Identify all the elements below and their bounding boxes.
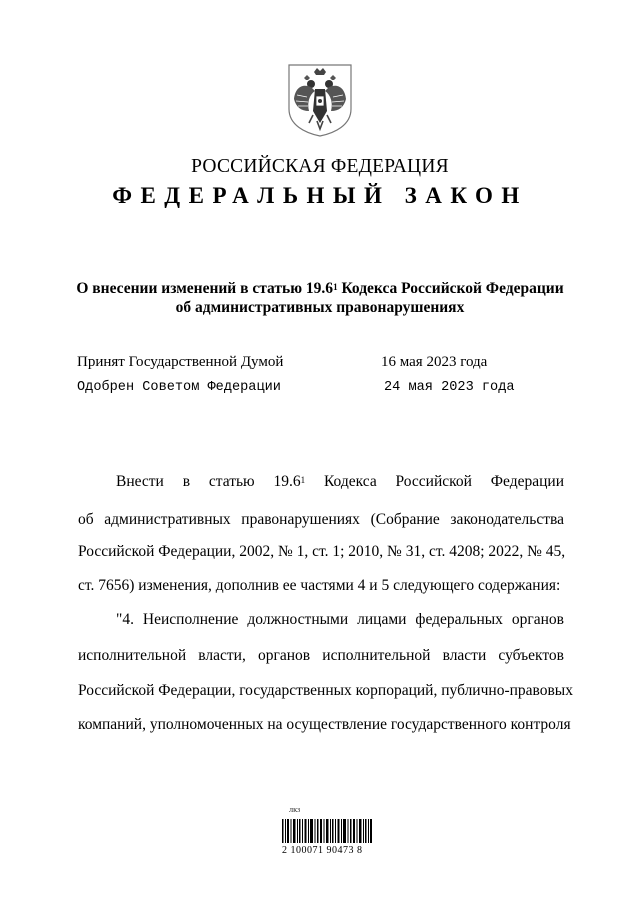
barcode-mark: ЛКЗ xyxy=(289,808,301,814)
barcode-number: 2 100071 90473 8 xyxy=(282,845,363,856)
body-line: ст. 7656) изменения, дополнив ее частями 4 и 5 следующего содержания: xyxy=(78,577,561,594)
body-text: Кодекса Российской Федерации xyxy=(305,473,564,490)
duma-adoption-date: 16 мая 2023 года xyxy=(381,354,488,370)
barcode xyxy=(282,819,372,843)
law-title-line-1 xyxy=(40,280,600,298)
body-line: "4. Неисполнение должностными лицами федеральных органов xyxy=(116,611,564,628)
coat-of-arms-emblem xyxy=(287,63,353,137)
law-title-line-2: об административных правонарушениях xyxy=(175,299,465,316)
body-line: Российской Федерации, государственных корпораций, публично-правовых xyxy=(78,682,573,699)
body-line xyxy=(78,472,564,492)
body-line: Российской Федерации, 2002, № 1, ст. 1; 2010, № 31, ст. 4208; 2022, № 45, xyxy=(78,543,566,560)
council-approval-label: Одобрен Советом Федерации xyxy=(77,380,281,395)
country-name: РОССИЙСКАЯ ФЕДЕРАЦИЯ xyxy=(191,156,449,177)
body-line: компаний, уполномоченных на осуществление государственного контроля xyxy=(78,716,571,733)
article-superscript: 1 xyxy=(300,475,306,485)
body-line: исполнительной власти, органов исполнительной власти субъектов xyxy=(78,647,564,664)
law-title-text-end: Кодекса Российской Федерации xyxy=(337,280,564,297)
document-type: ФЕДЕРАЛЬНЫЙ ЗАКОН xyxy=(112,183,528,208)
law-title-text: О внесении изменений в статью 19.6 xyxy=(76,280,334,297)
body-line: об административных правонарушениях (Собрание законодательства xyxy=(78,511,564,528)
body-text: Внести в статью 19.6 xyxy=(116,473,301,490)
article-superscript: 1 xyxy=(333,282,338,292)
council-approval-date: 24 мая 2023 года xyxy=(384,380,515,395)
duma-adoption-label: Принят Государственной Думой xyxy=(77,354,284,370)
